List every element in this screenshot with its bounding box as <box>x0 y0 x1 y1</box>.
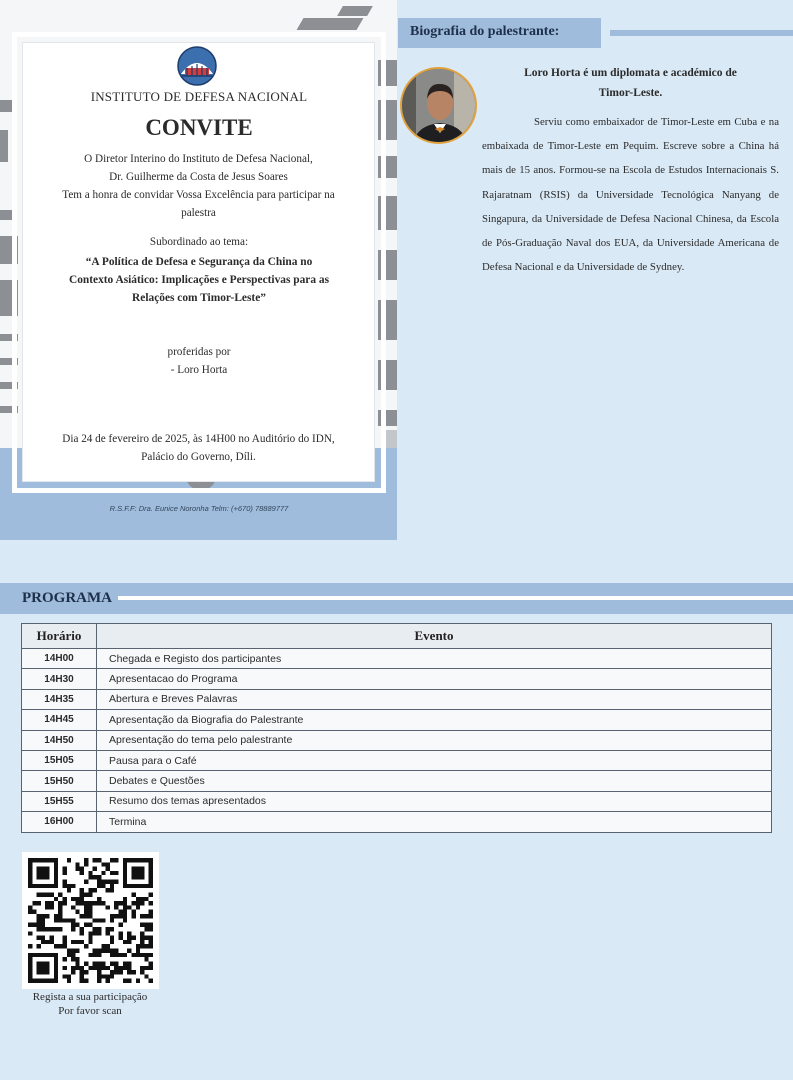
schedule-table <box>21 623 772 833</box>
bio-lead-line: Timor-Leste. <box>598 87 663 99</box>
header-time: Horário <box>22 624 97 649</box>
deco-block <box>0 130 8 162</box>
date-line: Dia 24 de fevereiro de 2025, às 14H00 no Auditório do IDN, <box>62 433 335 445</box>
row-event: Debates e Questões <box>97 771 772 791</box>
proferidas-label: proferidas por <box>167 346 231 358</box>
invitation-heading: CONVITE <box>145 115 253 140</box>
deco-block <box>297 18 364 30</box>
row-event: Chegada e Registo dos participantes <box>97 649 772 669</box>
theme-line: Relações com Timor-Leste” <box>132 292 266 304</box>
bio-title: Biografia do palestrante: <box>410 24 560 39</box>
row-time: 15H05 <box>22 750 97 770</box>
institute-name: INSTITUTO DE DEFESA NACIONAL <box>90 89 308 104</box>
rsvp-contact: R.S.F.F: Dra. Eunice Noronha Telm: (+670) 78889777 <box>109 504 289 513</box>
bio-lead <box>482 63 779 103</box>
row-event: Apresentação da Biografia do Palestrante <box>97 710 772 730</box>
table-row <box>22 730 772 750</box>
theme-line: Contexto Asiático: Implicações e Perspectivas para as <box>68 274 330 286</box>
deco-block <box>0 210 12 220</box>
row-time: 15H50 <box>22 771 97 791</box>
row-event: Termina <box>97 812 772 832</box>
bio-lead-line: Loro Horta é um diplomata e académico de <box>524 67 737 79</box>
row-event: Resumo dos temas apresentados <box>97 791 772 811</box>
qr-caption-line: Regista a sua participação <box>32 991 148 1003</box>
theme-label: Subordinado ao tema: <box>149 236 249 248</box>
qr-finder-pattern <box>28 953 58 983</box>
table-row <box>22 771 772 791</box>
deco-block <box>337 6 373 16</box>
row-time: 14H00 <box>22 649 97 669</box>
header-event: Evento <box>97 624 772 649</box>
row-event: Abertura e Breves Palavras <box>97 689 772 709</box>
row-event: Apresentação do tema pelo palestrante <box>97 730 772 750</box>
speaker-portrait-icon <box>402 69 477 144</box>
speaker-name: - Loro Horta <box>170 364 228 376</box>
row-time: 16H00 <box>22 812 97 832</box>
bio-text: Serviu como embaixador de Timor-Leste em Cuba e na embaixada de Timor-Leste em Pequim. Escreve sobre a China há mais de 15 anos. Formou-se na Escola de Estudos Internacionais S. Rajaratnam (RSIS) da Universidade Tecnológica Nanyang de Singapura, da Universidade de Defesa Nacional Chinesa, da Escola de Pós-Graduação Naval dos EUA, da Universidade Americana de Defesa Nacional e da Universidade de Sydney. <box>482 116 779 274</box>
registration-qr-code[interactable] <box>22 852 159 989</box>
row-time: 15H55 <box>22 791 97 811</box>
row-time: 14H45 <box>22 710 97 730</box>
table-row <box>22 689 772 709</box>
programa-title: PROGRAMA <box>22 590 116 607</box>
row-time: 14H30 <box>22 669 97 689</box>
table-row <box>22 669 772 689</box>
date-line: Palácio do Governo, Díli. <box>141 451 256 463</box>
table-row <box>22 750 772 770</box>
table-row <box>22 710 772 730</box>
table-row <box>22 649 772 669</box>
bio-header-line <box>610 30 793 36</box>
qr-caption <box>10 990 170 1018</box>
bio-header-band <box>398 18 793 48</box>
qr-caption-line: Por favor scan <box>58 1005 122 1017</box>
event-date-location <box>36 430 361 466</box>
speaker-avatar <box>400 67 477 144</box>
intro-line: palestra <box>181 207 216 219</box>
row-time: 14H50 <box>22 730 97 750</box>
table-row <box>22 791 772 811</box>
qr-finder-pattern <box>28 858 58 888</box>
row-time: 14H35 <box>22 689 97 709</box>
speaker-block <box>40 343 358 379</box>
qr-code-icon <box>28 858 153 983</box>
programa-header-line <box>118 596 793 600</box>
qr-finder-pattern <box>123 858 153 888</box>
intro-line: O Diretor Interino do Instituto de Defesa Nacional, <box>84 153 313 165</box>
table-row <box>22 812 772 832</box>
invitation-card <box>0 0 397 540</box>
schedule-header-row <box>22 624 772 649</box>
intro-line: Tem a honra de convidar Vossa Excelência para participar na <box>62 189 335 201</box>
row-event: Apresentacao do Programa <box>97 669 772 689</box>
programa-header-band <box>0 583 793 614</box>
row-event: Pausa para o Café <box>97 750 772 770</box>
invitation-intro <box>36 150 361 222</box>
idn-logo-icon <box>176 46 218 86</box>
lecture-theme <box>30 253 368 307</box>
intro-line: Dr. Guilherme da Costa de Jesus Soares <box>109 171 288 183</box>
theme-line: “A Política de Defesa e Segurança da China no <box>85 256 313 268</box>
